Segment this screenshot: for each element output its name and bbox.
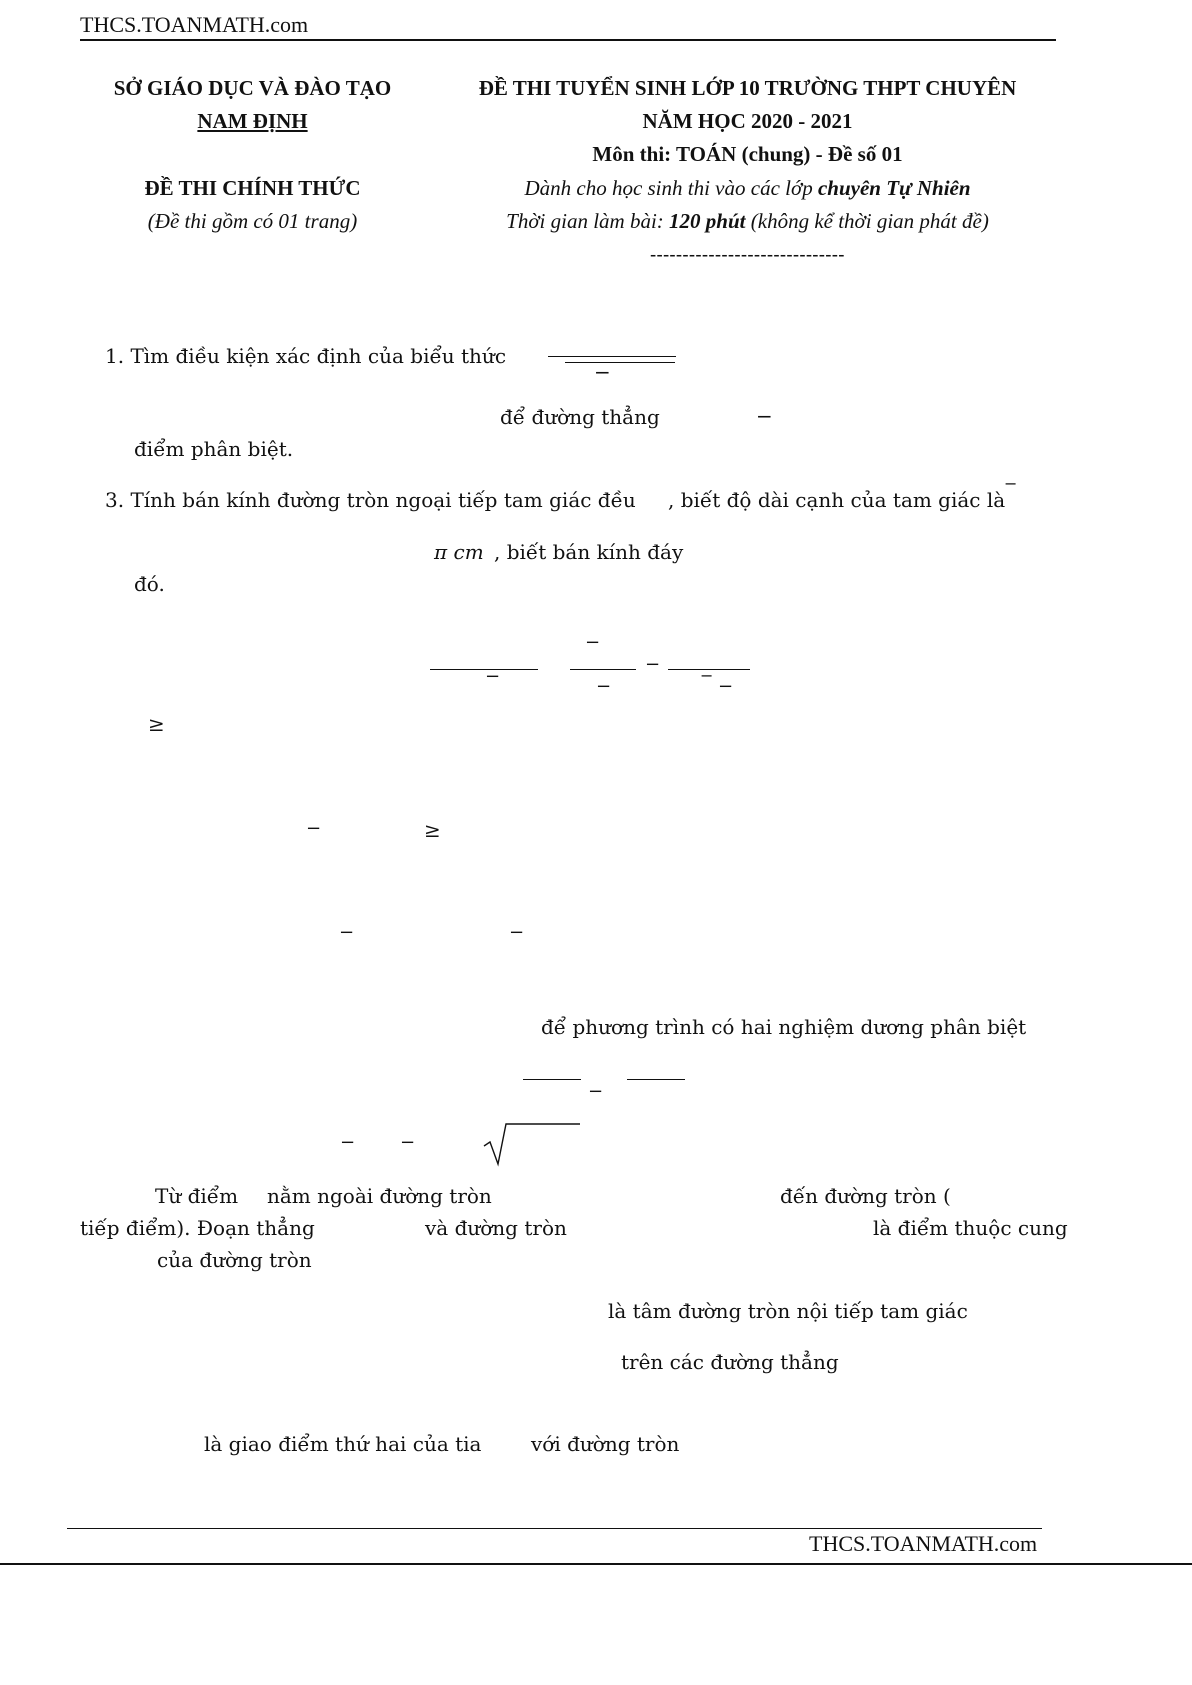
fraction-bar (627, 1079, 685, 1080)
minus-sign: − (509, 922, 525, 943)
target-students (440, 176, 1055, 201)
header-rule (80, 39, 1056, 41)
page-edge (0, 1563, 1192, 1565)
minus-sign: − (594, 360, 611, 384)
minus-sign: − (756, 404, 773, 428)
fraction-bar (570, 669, 636, 670)
target-class: chuyên Tự Nhiên (817, 176, 971, 200)
geometry-text: tiếp điểm). Đoạn thẳng (80, 1216, 315, 1240)
geometry-text: của đường tròn (157, 1248, 312, 1272)
fraction-bar (430, 669, 538, 670)
minus-sign: − (340, 1132, 356, 1153)
school-year: NĂM HỌC 2020 - 2021 (642, 109, 853, 133)
fraction-bar (523, 1079, 581, 1080)
minus-sign: − (485, 666, 501, 687)
minus-sign: − (596, 676, 612, 697)
question-2-end: điểm phân biệt. (134, 437, 294, 461)
question-1: 1. Tìm điều kiện xác định của biểu thức (105, 344, 507, 368)
minus-sign: − (1004, 474, 1018, 493)
official-label: ĐỀ THI CHÍNH THỨC (144, 176, 361, 200)
target-students-text: Dành cho học sinh thi vào các lớp (524, 176, 818, 200)
minus-sign: − (588, 1081, 604, 1102)
time-limit-value: 120 phút (669, 209, 746, 233)
minus-sign: − (700, 666, 714, 685)
geometry-text: với đường tròn (531, 1432, 680, 1456)
department-name: SỞ GIÁO DỤC VÀ ĐÀO TẠO (113, 76, 392, 100)
subject: Môn thi: TOÁN (chung) - Đề số 01 (592, 142, 903, 166)
time-limit (440, 209, 1055, 234)
page-count-note: (Đề thi gồm có 01 trang) (147, 209, 358, 233)
fraction-bar (548, 356, 676, 357)
minus-sign: − (645, 654, 661, 675)
geometry-text: là điểm thuộc cung (873, 1216, 1068, 1240)
fraction-bar (565, 362, 675, 363)
site-header: THCS.TOANMATH.com (80, 12, 309, 37)
question-2-text: để đường thẳng (500, 405, 660, 429)
time-limit-note: (không kể thời gian phát đề) (745, 209, 989, 233)
geometry-text: đến đường tròn ( (780, 1184, 951, 1208)
question-3-text: 3. Tính bán kính đường tròn ngoại tiếp tam giác đều (105, 488, 636, 512)
volume-unit: π cm (434, 540, 484, 564)
geometry-text: Từ điểm (155, 1184, 239, 1208)
question-3-cont: , biết độ dài cạnh của tam giác là (668, 488, 1006, 512)
site-footer: THCS.TOANMATH.com (809, 1531, 1038, 1556)
minus-sign: − (585, 632, 601, 653)
province-name: NAM ĐỊNH (197, 109, 308, 133)
footer-rule (67, 1528, 1042, 1529)
geq-sign: ≥ (424, 818, 441, 842)
question-4-text: , biết bán kính đáy (494, 540, 684, 564)
question-4-end: đó. (134, 572, 165, 596)
geometry-text: trên các đường thẳng (621, 1350, 839, 1374)
geometry-text: và đường tròn (425, 1216, 567, 1240)
exam-title: ĐỀ THI TUYỂN SINH LỚP 10 TRƯỜNG THPT CHUYÊN (478, 76, 1017, 100)
geq-sign: ≥ (148, 712, 165, 736)
minus-sign: − (718, 676, 734, 697)
geometry-text: là tâm đường tròn nội tiếp tam giác (608, 1299, 968, 1323)
minus-sign: − (400, 1132, 416, 1153)
minus-sign: − (306, 818, 322, 839)
minus-sign: − (339, 922, 355, 943)
header-dashes: ------------------------------ (650, 244, 845, 264)
question-6-text: để phương trình có hai nghiệm dương phân biệt (541, 1015, 1027, 1039)
geometry-text: là giao điểm thứ hai của tia (204, 1432, 482, 1456)
time-limit-label: Thời gian làm bài: (506, 209, 670, 233)
sqrt-symbol (482, 1120, 582, 1168)
geometry-text: nằm ngoài đường tròn (267, 1184, 492, 1208)
